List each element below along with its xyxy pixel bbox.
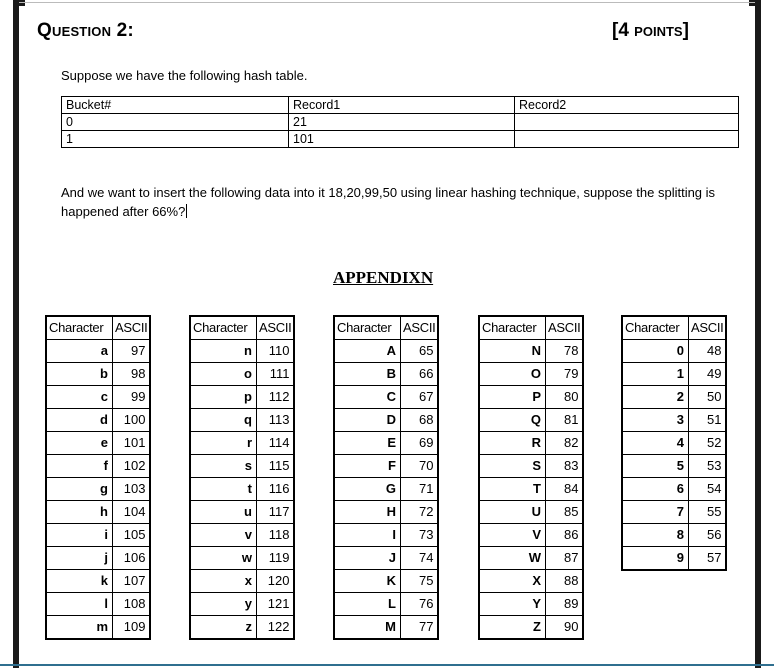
ascii-code-cell: 49 [689,363,727,386]
ascii-code-cell: 115 [257,455,295,478]
ascii-character-cell: C [334,386,401,409]
ascii-code-cell: 101 [113,432,151,455]
ascii-character-cell: r [190,432,257,455]
ascii-character-cell: G [334,478,401,501]
ascii-character-cell: y [190,593,257,616]
ascii-character-cell: 4 [622,432,689,455]
hash-header-record2: Record2 [515,97,739,114]
ascii-code-cell: 86 [546,524,584,547]
page-bottom-edge [0,664,774,666]
appendix-title: APPENDIXN [333,268,434,287]
ascii-row [479,570,583,593]
ascii-row [190,432,294,455]
ascii-row [622,524,726,547]
ascii-row [46,386,150,409]
ascii-code-cell: 71 [401,478,439,501]
ascii-row [190,524,294,547]
ascii-code-cell: 73 [401,524,439,547]
ascii-code-cell: 78 [546,340,584,363]
ascii-code-cell: 84 [546,478,584,501]
ascii-header-row [190,316,294,340]
ascii-character-cell: 6 [622,478,689,501]
hash-table-header-row [62,97,739,114]
ascii-row [334,409,438,432]
ascii-code-cell: 112 [257,386,295,409]
ascii-character-cell: a [46,340,113,363]
ascii-character-cell: F [334,455,401,478]
ascii-code-cell: 77 [401,616,439,640]
ascii-code-cell: 67 [401,386,439,409]
ascii-character-cell: m [46,616,113,640]
hash-table-row [62,114,739,131]
ascii-header-character: Character [622,316,689,340]
ascii-row [46,478,150,501]
ascii-code-cell: 53 [689,455,727,478]
ascii-character-cell: p [190,386,257,409]
ascii-character-cell: U [479,501,546,524]
ascii-character-cell: Z [479,616,546,640]
ascii-row [622,409,726,432]
ascii-code-cell: 102 [113,455,151,478]
ascii-code-cell: 80 [546,386,584,409]
ascii-row [46,455,150,478]
ascii-row [622,386,726,409]
ascii-code-cell: 113 [257,409,295,432]
ascii-character-cell: v [190,524,257,547]
ascii-row [334,524,438,547]
ascii-row [479,593,583,616]
ascii-code-cell: 121 [257,593,295,616]
ascii-code-cell: 103 [113,478,151,501]
hash-header-bucket: Bucket# [62,97,289,114]
ascii-code-cell: 111 [257,363,295,386]
page-border-corner-right [749,0,761,6]
ascii-row [479,363,583,386]
ascii-character-cell: A [334,340,401,363]
ascii-row [479,547,583,570]
ascii-code-cell: 89 [546,593,584,616]
ascii-character-cell: 5 [622,455,689,478]
ascii-code-cell: 122 [257,616,295,640]
ascii-row [479,616,583,640]
ascii-row [334,432,438,455]
ascii-row [479,524,583,547]
text-cursor [186,204,187,218]
ascii-character-cell: Q [479,409,546,432]
intro-text: Suppose we have the following hash table. [61,68,308,83]
ascii-code-cell: 118 [257,524,295,547]
ascii-code-cell: 97 [113,340,151,363]
ascii-row [334,340,438,363]
hash-table [61,96,739,148]
ascii-code-cell: 75 [401,570,439,593]
ascii-row [479,386,583,409]
ascii-character-cell: l [46,593,113,616]
ascii-code-cell: 117 [257,501,295,524]
ascii-row [190,386,294,409]
ascii-row [334,547,438,570]
ascii-row [190,363,294,386]
ascii-code-cell: 100 [113,409,151,432]
ascii-row [190,409,294,432]
ascii-code-cell: 105 [113,524,151,547]
ascii-character-cell: V [479,524,546,547]
ascii-character-cell: H [334,501,401,524]
ascii-row [190,547,294,570]
ascii-row [190,501,294,524]
ascii-code-cell: 120 [257,570,295,593]
ascii-character-cell: J [334,547,401,570]
ascii-code-cell: 56 [689,524,727,547]
ascii-header-character: Character [334,316,401,340]
ascii-row [622,455,726,478]
ascii-character-cell: f [46,455,113,478]
ascii-character-cell: x [190,570,257,593]
ascii-row [46,409,150,432]
ascii-row [46,363,150,386]
ascii-character-cell: z [190,616,257,640]
ascii-character-cell: R [479,432,546,455]
ascii-row [479,478,583,501]
page-border-corner-left [13,0,25,6]
question-points: [4 points] [612,20,689,41]
ascii-code-cell: 55 [689,501,727,524]
ascii-character-cell: K [334,570,401,593]
ascii-code-cell: 108 [113,593,151,616]
hash-cell-record1: 101 [289,131,515,148]
ascii-code-cell: 76 [401,593,439,616]
ascii-character-cell: 1 [622,363,689,386]
ascii-header-row [46,316,150,340]
ascii-code-cell: 104 [113,501,151,524]
hash-cell-record2 [515,114,739,131]
ascii-character-cell: 9 [622,547,689,571]
ascii-row [46,501,150,524]
ascii-code-cell: 88 [546,570,584,593]
ascii-character-cell: I [334,524,401,547]
ascii-character-cell: 8 [622,524,689,547]
ascii-header-character: Character [479,316,546,340]
ascii-code-cell: 85 [546,501,584,524]
ascii-header-ascii: ASCII [401,316,439,340]
ascii-row [46,524,150,547]
ascii-row [46,616,150,640]
ascii-table-lowercase-n-z [189,315,295,640]
ascii-character-cell: T [479,478,546,501]
ascii-code-cell: 54 [689,478,727,501]
ascii-character-cell: 3 [622,409,689,432]
ascii-row [334,386,438,409]
ascii-code-cell: 107 [113,570,151,593]
hash-table-row [62,131,739,148]
ascii-code-cell: 72 [401,501,439,524]
ascii-code-cell: 119 [257,547,295,570]
ascii-character-cell: 7 [622,501,689,524]
ascii-code-cell: 70 [401,455,439,478]
ascii-character-cell: 0 [622,340,689,363]
ascii-row [334,363,438,386]
ascii-row [190,570,294,593]
question-paragraph[interactable] [61,183,741,221]
ascii-row [622,478,726,501]
page-border-right [755,0,761,668]
page-border-top [19,2,755,3]
ascii-character-cell: W [479,547,546,570]
ascii-character-cell: w [190,547,257,570]
ascii-row [190,616,294,640]
ascii-character-cell: o [190,363,257,386]
ascii-character-cell: j [46,547,113,570]
ascii-character-cell: D [334,409,401,432]
ascii-code-cell: 48 [689,340,727,363]
ascii-row [190,593,294,616]
hash-cell-record1: 21 [289,114,515,131]
ascii-row [479,501,583,524]
ascii-character-cell: N [479,340,546,363]
ascii-code-cell: 52 [689,432,727,455]
ascii-character-cell: b [46,363,113,386]
ascii-character-cell: S [479,455,546,478]
ascii-row [622,501,726,524]
ascii-row [46,547,150,570]
ascii-header-row [479,316,583,340]
ascii-code-cell: 50 [689,386,727,409]
ascii-code-cell: 83 [546,455,584,478]
ascii-character-cell: B [334,363,401,386]
ascii-row [334,616,438,640]
ascii-row [479,409,583,432]
ascii-table-uppercase-a-m [333,315,439,640]
ascii-table-digits [621,315,727,571]
ascii-row [334,570,438,593]
ascii-row [334,593,438,616]
ascii-code-cell: 98 [113,363,151,386]
ascii-code-cell: 116 [257,478,295,501]
ascii-code-cell: 65 [401,340,439,363]
question-paragraph-text: And we want to insert the following data into it 18,20,99,50 using linear hashing technique, suppose the splitting is happened after 66%? [61,185,716,219]
ascii-character-cell: E [334,432,401,455]
ascii-header-ascii: ASCII [546,316,584,340]
ascii-code-cell: 109 [113,616,151,640]
ascii-row [190,455,294,478]
ascii-character-cell: X [479,570,546,593]
ascii-row [622,363,726,386]
ascii-row [334,501,438,524]
ascii-character-cell: h [46,501,113,524]
ascii-code-cell: 106 [113,547,151,570]
hash-header-record1: Record1 [289,97,515,114]
ascii-code-cell: 110 [257,340,295,363]
ascii-header-ascii: ASCII [689,316,727,340]
ascii-row [46,570,150,593]
ascii-row [622,340,726,363]
ascii-table-lowercase-a-m [45,315,151,640]
ascii-header-ascii: ASCII [257,316,295,340]
ascii-header-character: Character [190,316,257,340]
ascii-row [622,547,726,571]
question-title: Question 2: [37,20,134,41]
ascii-row [334,478,438,501]
ascii-row [479,455,583,478]
ascii-code-cell: 99 [113,386,151,409]
ascii-character-cell: O [479,363,546,386]
ascii-code-cell: 87 [546,547,584,570]
ascii-character-cell: i [46,524,113,547]
ascii-row [622,432,726,455]
ascii-character-cell: 2 [622,386,689,409]
ascii-code-cell: 51 [689,409,727,432]
ascii-character-cell: u [190,501,257,524]
ascii-character-cell: e [46,432,113,455]
ascii-character-cell: Y [479,593,546,616]
ascii-header-character: Character [46,316,113,340]
ascii-character-cell: c [46,386,113,409]
ascii-character-cell: d [46,409,113,432]
ascii-row [334,455,438,478]
ascii-code-cell: 82 [546,432,584,455]
hash-cell-bucket: 1 [62,131,289,148]
ascii-character-cell: g [46,478,113,501]
ascii-header-row [334,316,438,340]
page-border-left [13,0,19,668]
ascii-code-cell: 74 [401,547,439,570]
ascii-code-cell: 68 [401,409,439,432]
ascii-character-cell: n [190,340,257,363]
ascii-code-cell: 114 [257,432,295,455]
ascii-character-cell: P [479,386,546,409]
ascii-code-cell: 69 [401,432,439,455]
ascii-character-cell: M [334,616,401,640]
ascii-character-cell: L [334,593,401,616]
ascii-header-row [622,316,726,340]
ascii-character-cell: s [190,455,257,478]
ascii-row [479,432,583,455]
ascii-header-ascii: ASCII [113,316,151,340]
hash-cell-record2 [515,131,739,148]
ascii-character-cell: t [190,478,257,501]
ascii-code-cell: 90 [546,616,584,640]
ascii-table-uppercase-n-z [478,315,584,640]
ascii-row [190,478,294,501]
ascii-row [46,340,150,363]
ascii-code-cell: 79 [546,363,584,386]
ascii-character-cell: k [46,570,113,593]
ascii-row [190,340,294,363]
ascii-code-cell: 66 [401,363,439,386]
ascii-code-cell: 57 [689,547,727,571]
ascii-row [46,593,150,616]
ascii-row [46,432,150,455]
ascii-row [479,340,583,363]
hash-cell-bucket: 0 [62,114,289,131]
ascii-character-cell: q [190,409,257,432]
ascii-code-cell: 81 [546,409,584,432]
